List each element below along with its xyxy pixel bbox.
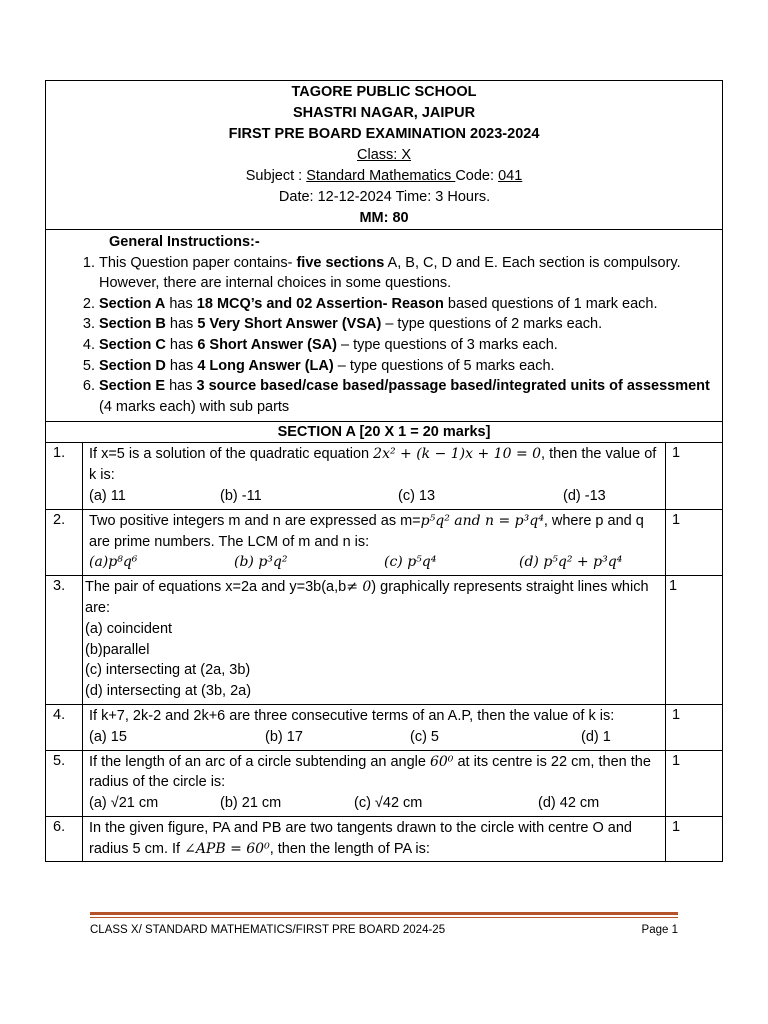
options-row [89,727,661,748]
question-body [83,704,666,750]
question-marks: 1 [666,704,723,750]
question-paper [45,80,722,862]
subject-code: 041 [498,168,523,184]
question-body [83,816,666,862]
option: (d) -13 [563,487,606,504]
question-text: If x=5 is a solution of the quadratic equation 2x² + (k − 1)x + 10 = 0, then the value of k is: [89,446,657,484]
footer-rule [90,912,678,915]
paper-header [46,81,723,230]
date-time-line [46,187,722,208]
subject-line [46,166,722,187]
exam-date: Date: 12-12-2024 [278,189,392,205]
option: (a) coincident [85,620,173,637]
option: (c) p⁵q⁴ [384,554,437,571]
question-text: Two positive integers m and n are expressed as m=p⁵q² and n = p³q⁴, where p and q are prime numbers. The LCM of m and n is: [89,512,644,550]
question-marks: 1 [666,816,723,862]
question-row [46,576,723,705]
school-name: TAGORE PUBLIC SCHOOL [291,84,477,100]
option: (d) p⁵q² + p³q⁴ [519,554,623,571]
subject-name: Standard Mathematics [306,168,456,184]
page-footer [90,912,678,936]
footer-title: CLASS X/ STANDARD MATHEMATICS/FIRST PRE BOARD 2024-25 [90,924,446,936]
question-text: If k+7, 2k-2 and 2k+6 are three consecutive terms of an A.P, then the value of k is: [89,707,615,724]
option: (b) 21 cm [220,795,282,812]
school-address: SHASTRI NAGAR, JAIPUR [292,105,476,121]
question-row [46,704,723,750]
section-a-title: SECTION A [20 X 1 = 20 marks] [46,422,723,443]
page-number: Page 1 [641,924,678,936]
option: (d) 42 cm [538,795,600,812]
option: (b) p³q² [234,554,288,571]
option: (a)p⁸q⁶ [89,554,138,571]
question-number: 5. [46,750,83,816]
option: (a) 15 [89,728,127,745]
question-body [83,576,666,705]
question-text: If the length of an arc of a circle subtending an angle 60⁰ at its centre is 22 cm, then the radius of the circle is: [89,753,651,791]
exam-title: FIRST PRE BOARD EXAMINATION 2023-2024 [228,126,540,142]
question-number: 4. [46,704,83,750]
option: (b) 17 [265,728,303,745]
question-text: In the given figure, PA and PB are two tangents drawn to the circle with centre O and radius 5 cm. If ∠APB = 60⁰, then the length of PA is: [89,819,632,857]
class-label: Class: X [357,147,412,163]
option: (c) √42 cm [354,795,423,812]
question-number: 2. [46,509,83,575]
code-label: Code: [455,168,499,184]
options-row [89,552,661,573]
question-row [46,750,723,816]
instructions-title: General Instructions:- [109,234,260,250]
footer-rule-thin [90,917,678,918]
option: (d) 1 [581,728,611,745]
question-text: The pair of equations x=2a and y=3b(a,b≠ 0) graphically represents straight lines which are: [85,579,649,616]
option: (a) 11 [89,487,126,504]
instructions-list [76,253,712,418]
instruction-item: 1. This Question paper contains- five sections A, B, C, D and E. Each section is compulsory. However, there are internal choices in some questions. [99,253,712,294]
option: (c) intersecting at (2a, 3b) [85,662,251,679]
question-row [46,816,723,862]
instruction-item: 5. Section D has 4 Long Answer (LA) – type questions of 5 marks each. [99,356,712,377]
option: (b)parallel [85,641,150,658]
paper-table [45,80,723,862]
instruction-item: 4. Section C has 6 Short Answer (SA) – type questions of 3 marks each. [99,335,712,356]
instruction-item: 2. Section A has 18 MCQ’s and 02 Assertion- Reason based questions of 1 mark each. [99,294,712,315]
question-number: 3. [46,576,83,705]
exam-duration: Time: 3 Hours. [395,189,491,205]
question-row [46,443,723,509]
question-body [83,443,666,509]
instruction-item: 6. Section E has 3 source based/case based/passage based/integrated units of assessment (4 marks each) with sub parts [99,376,712,417]
subject-label: Subject : [245,168,307,184]
question-marks: 1 [666,509,723,575]
question-number: 1. [46,443,83,509]
question-body [83,750,666,816]
options-row [89,793,661,814]
question-marks: 1 [666,576,723,705]
question-row [46,509,723,575]
question-body [83,509,666,575]
option: (c) 5 [410,728,439,745]
general-instructions [46,230,723,422]
options-row [89,486,661,507]
question-number: 6. [46,816,83,862]
max-marks: MM: 80 [359,210,409,226]
question-marks: 1 [666,750,723,816]
option: (a) √21 cm [89,795,159,812]
question-marks: 1 [666,443,723,509]
option: (b) -11 [220,487,262,504]
option: (d) intersecting at (3b, 2a) [85,683,252,700]
option: (c) 13 [398,487,436,504]
instruction-item: 3. Section B has 5 Very Short Answer (VSA) – type questions of 2 marks each. [99,314,712,335]
